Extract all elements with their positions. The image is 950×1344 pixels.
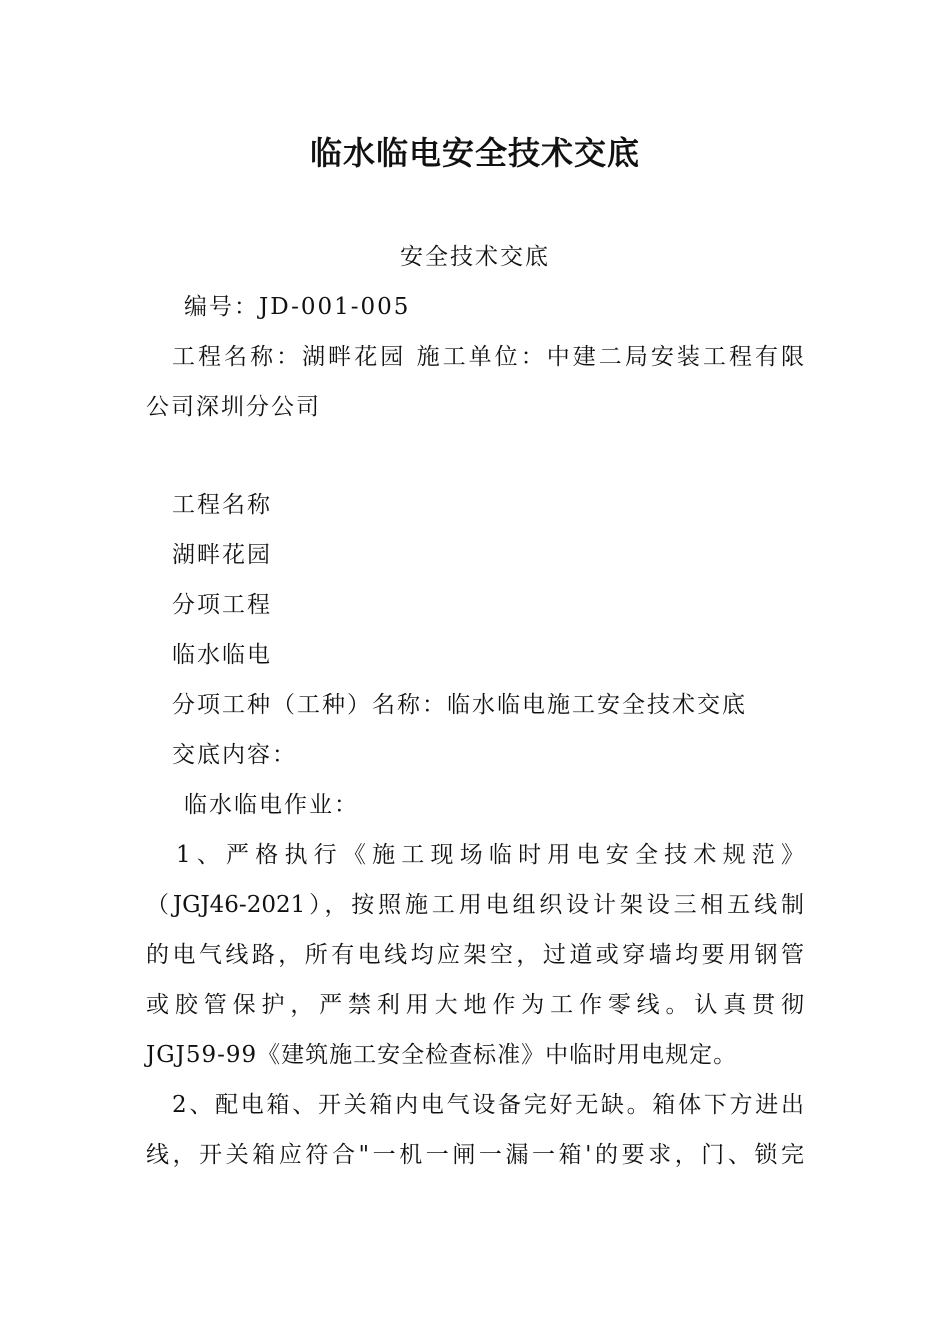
project-info-line-1: 工程名称：湖畔花园 施工单位：中建二局安装工程有限 [172,344,804,370]
work-type-name: 分项工种（工种）名称：临水临电施工安全技术交底 [172,692,747,718]
item2-line-2: 线，开关箱应符合"一机一闸一漏一箱'的要求，门、锁完 [146,1142,804,1168]
section-heading: 临水临电作业： [184,792,359,818]
document-title: 临水临电安全技术交底 [309,134,640,172]
item2-line-1: 2、配电箱、开关箱内电气设备完好无缺。箱体下方进出 [172,1092,804,1118]
sub-project-label: 分项工程 [172,592,272,618]
item1-line-3: 的电气线路，所有电线均应架空，过道或穿墙均要用钢管 [146,942,804,968]
document-subtitle: 安全技术交底 [400,244,550,270]
project-info-line-2: 公司深圳分公司 [146,394,321,420]
item1-line-1: 1、严格执行《施工现场临时用电安全技术规范》 [176,842,804,868]
item1-line-5: JGJ59-99《建筑施工安全检查标准》中临时用电规定。 [146,1042,738,1068]
document-number: 编号：JD-001-005 [184,294,411,320]
project-name-label: 工程名称 [172,492,272,518]
item1-line-2: （JGJ46-2021），按照施工用电组织设计架设三相五线制 [146,892,804,918]
project-name-value: 湖畔花园 [172,542,272,568]
sub-project-value: 临水临电 [172,642,272,668]
item1-line-4: 或胶管保护，严禁利用大地作为工作零线。认真贯彻 [146,992,804,1018]
content-label: 交底内容： [172,742,297,768]
